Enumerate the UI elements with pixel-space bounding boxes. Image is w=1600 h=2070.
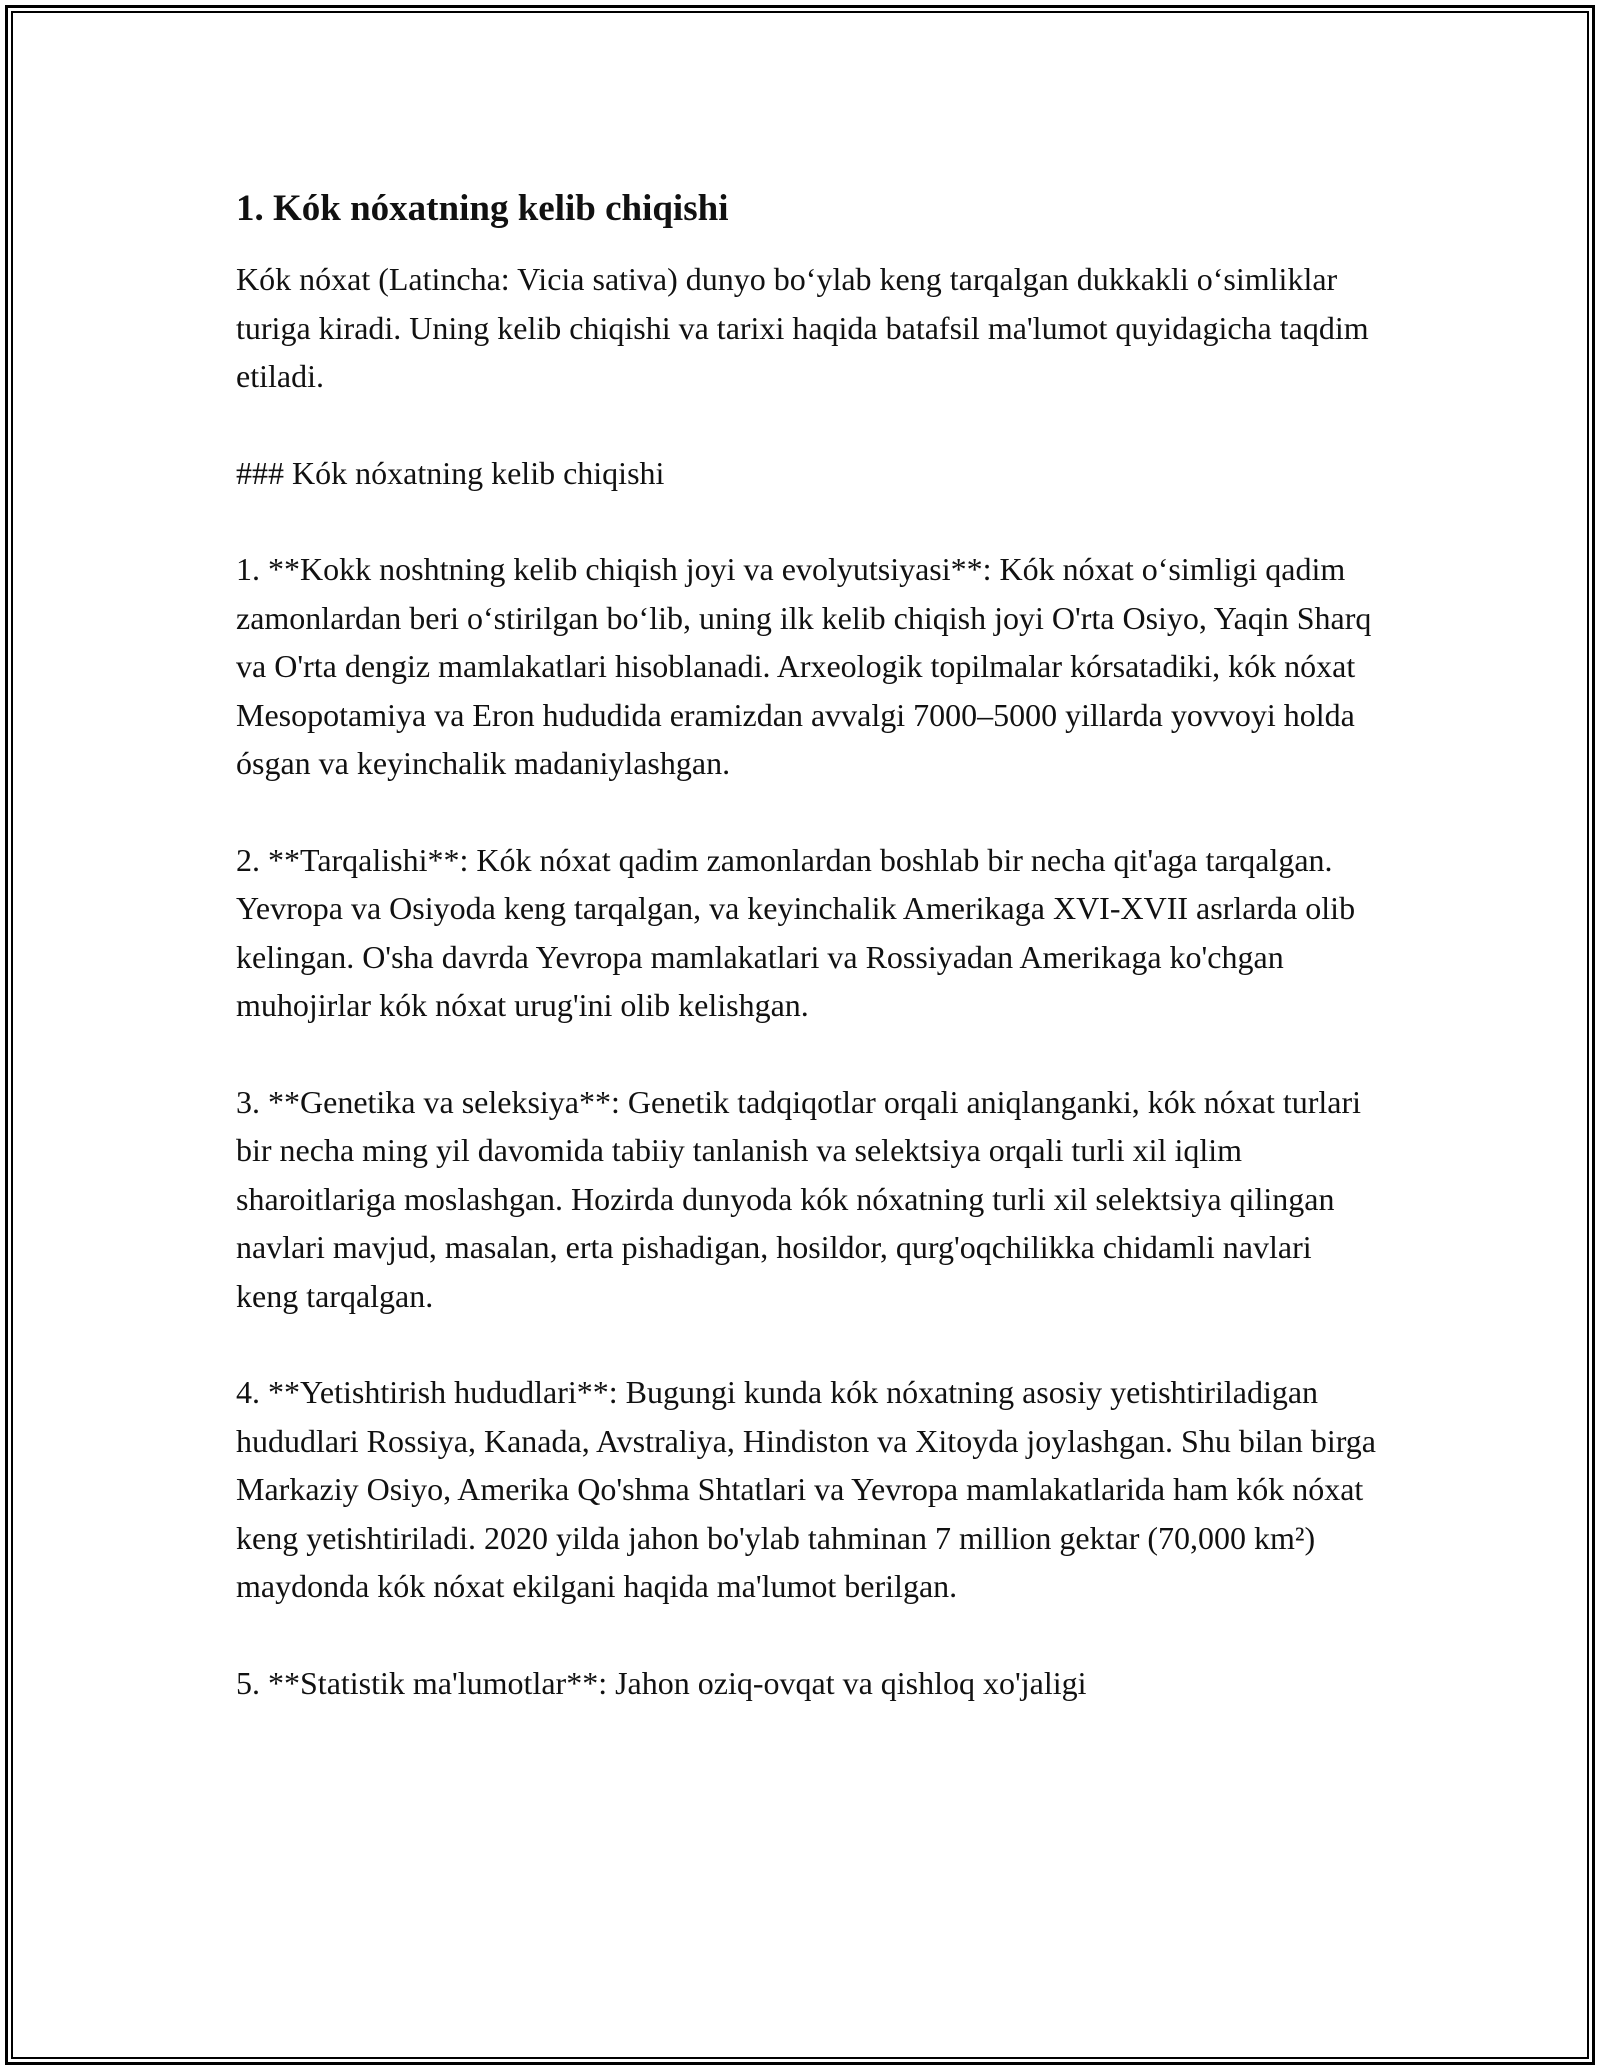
list-item-cultivation: 4. **Yetishtirish hududlari**: Bugungi kunda kók nóxatning asosiy yetishtiriladigan hududlari Rossiya, Kanada, Avstraliya, Hindiston va Xitoyda joylashgan. Shu bilan birga Markaziy Osiyo, Amerika Qo'shma Shtatlari va Yevropa mamlakatlarida ham kók nóxat keng yetishtiriladi. 2020 yilda jahon bo'ylab tahminan 7 million gektar (70,000 km²) maydonda kók nóxat ekilgani haqida ma'lumot berilgan. xyxy=(236,1374,1376,1604)
document-body xyxy=(236,185,1376,1755)
section-heading-text: ### Kók nóxatning kelib chiqishi xyxy=(236,454,665,491)
list-item-origin: 1. **Kokk noshtning kelib chiqish joyi va evolyutsiyasi**: Kók nóxat o‘simligi qadim zamonlardan beri o‘stirilgan bo‘lib, uning ilk kelib chiqish joyi O'rta Osiyo, Yaqin Sharq va O'rta dengiz mamlakatlari hisoblanadi. Arxeologik topilmalar kórsatadiki, kók nóxat Mesopotamiya va Eron hududida eramizdan avvalgi 7000–5000 yillarda yovvoyi holda ósgan va keyinchalik madaniylashgan. xyxy=(236,551,1372,781)
intro-paragraph: Kók nóxat (Latincha: Vicia sativa) dunyo bo‘ylab keng tarqalgan dukkakli o‘simliklar turiga kiradi. Uning kelib chiqishi va tarixi haqida batafsil ma'lumot quyidagicha taqdim etiladi. xyxy=(236,261,1369,394)
list-item-spread: 2. **Tarqalishi**: Kók nóxat qadim zamonlardan boshlab bir necha qit'aga tarqalgan. Yevropa va Osiyoda keng tarqalgan, va keyinchalik Amerikaga XVI-XVII asrlarda olib kelingan. O'sha davrda Yevropa mamlakatlari va Rossiyadan Amerikaga ko'chgan muhojirlar kók nóxat urug'ini olib kelishgan. xyxy=(236,841,1356,1023)
list-item-statistics: 5. **Statistik ma'lumotlar**: Jahon oziq-ovqat va qishloq xo'jaligi xyxy=(236,1664,1087,1701)
document-title: 1. Kók nóxatning kelib chiqishi xyxy=(236,188,729,229)
list-item-genetics: 3. **Genetika va seleksiya**: Genetik tadqiqotlar orqali aniqlanganki, kók nóxat turlari bir necha ming yil davomida tabiiy tanlanish va selektsiya orqali turli xil iqlim sharoitlariga moslashgan. Hozirda dunyoda kók nóxatning turli xil selektsiya qilingan navlari mavjud, masalan, erta pishadigan, hosildor, qurg'oqchilikka chidamli navlari keng tarqalgan. xyxy=(236,1083,1362,1314)
